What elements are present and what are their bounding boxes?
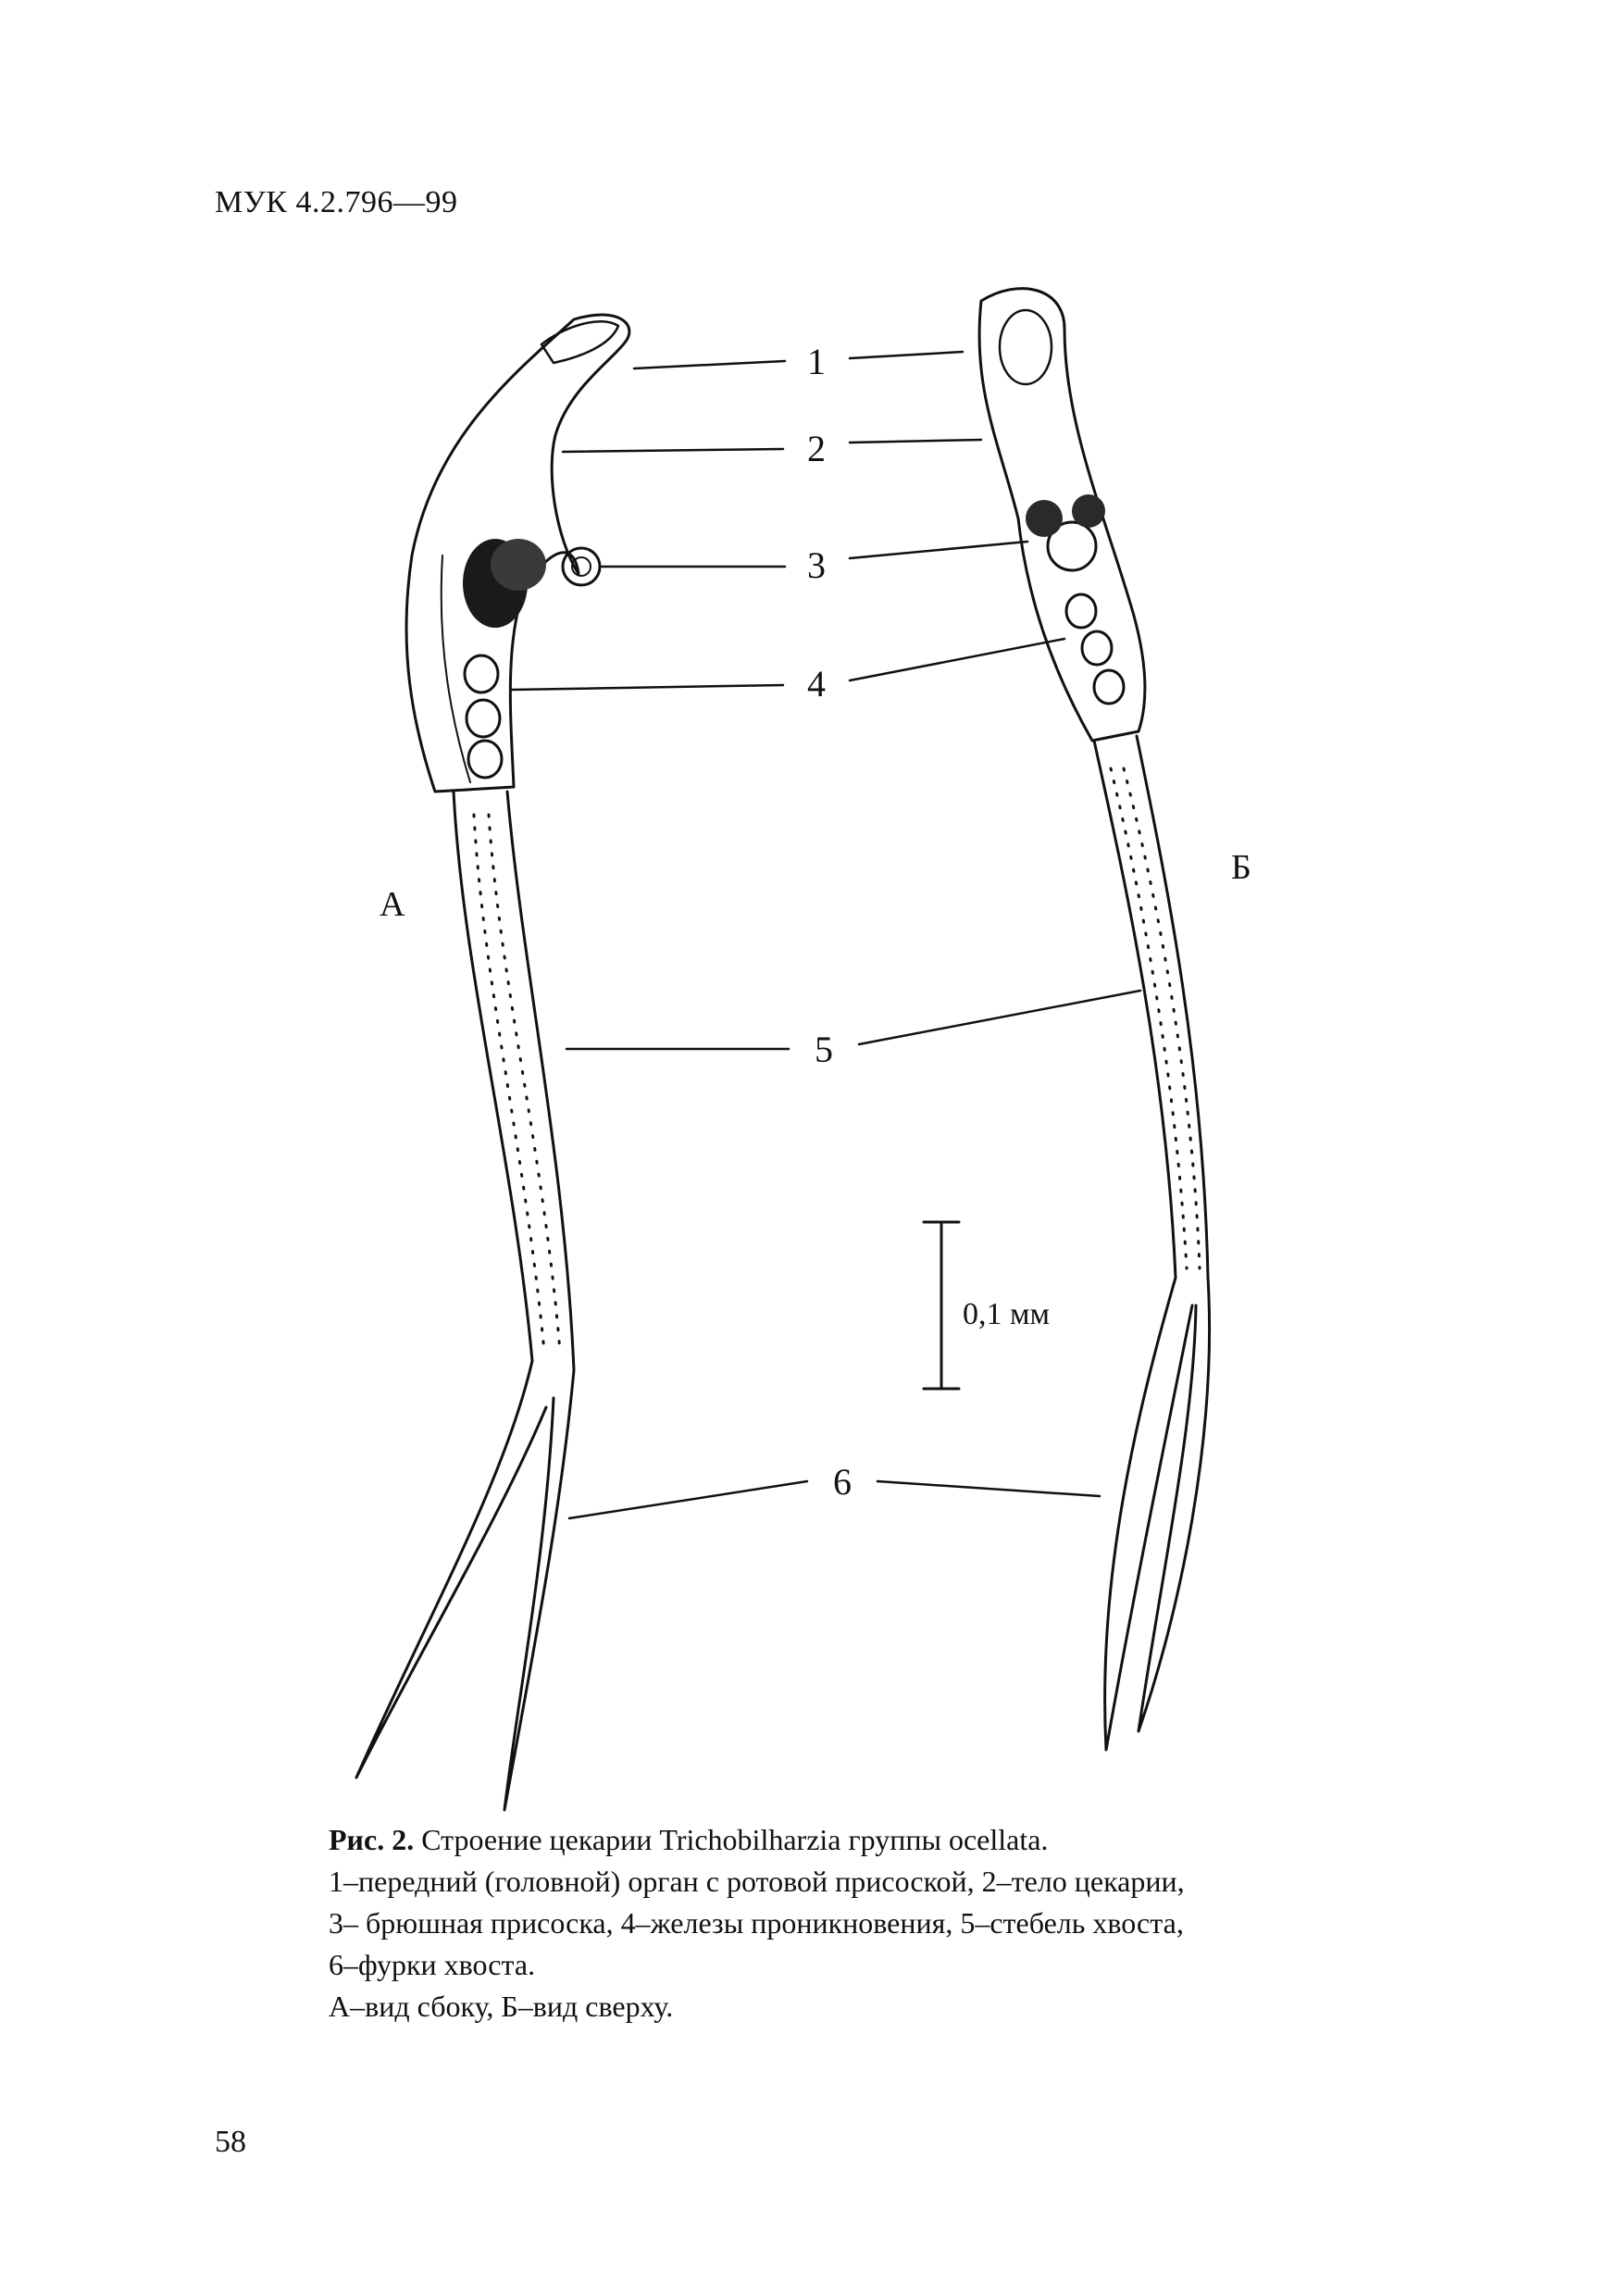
dorsal-view-gland-mass: [1072, 494, 1105, 528]
callout-6: 6: [833, 1461, 852, 1503]
view-label-b: Б: [1231, 848, 1251, 887]
page-number: 58: [215, 2125, 246, 2159]
leader-line-2-right: [850, 440, 981, 443]
dorsal-view-penetration-gland: [1066, 594, 1096, 628]
dorsal-view-head-organ: [1000, 310, 1052, 384]
callout-5: 5: [815, 1029, 833, 1070]
side-view-penetration-gland: [468, 741, 502, 778]
side-view-head-organ: [541, 321, 618, 363]
leader-line-1-right: [850, 352, 963, 358]
leader-line-3-right: [850, 542, 1027, 558]
leader-line-4-left: [511, 685, 783, 690]
dorsal-view-furca-right: [1139, 1278, 1210, 1731]
leader-line-4-right: [850, 639, 1064, 680]
figure-number: Рис. 2.: [329, 1823, 415, 1856]
scale-bar: [924, 1222, 959, 1389]
caption-legend-line: 1–передний (головной) орган с ротовой присоской, 2–тело цекарии,: [329, 1865, 1185, 1898]
cercaria-dorsal-view: [979, 289, 1210, 1750]
scale-bar-label: 0,1 мм: [963, 1297, 1051, 1331]
side-view-tail-stem: [454, 792, 574, 1370]
figure-caption: [329, 1819, 1393, 2028]
side-view-penetration-gland: [465, 655, 498, 693]
leader-line-6-left: [569, 1481, 807, 1518]
side-view-tail-texture: [489, 815, 560, 1352]
callout-2: 2: [807, 428, 826, 469]
leader-line-6-right: [877, 1481, 1100, 1496]
figure-title: Строение цекарии Trichobilharzia группы ocellata.: [414, 1823, 1049, 1856]
side-view-gland-mass: [491, 539, 546, 591]
side-view-furca-right: [504, 1370, 574, 1810]
caption-legend-line: 3– брюшная присоска, 4–железы проникновения, 5–стебель хвоста,: [329, 1906, 1184, 1940]
callout-3: 3: [807, 544, 826, 586]
side-view-tail-texture: [474, 815, 544, 1352]
leader-line-5-right: [859, 991, 1140, 1044]
side-view-ventral-sucker: [563, 548, 600, 585]
caption-views-line: А–вид сбоку, Б–вид сверху.: [329, 1990, 674, 2023]
dorsal-view-tail-stem: [1094, 736, 1208, 1278]
callout-4: 4: [807, 663, 826, 705]
leader-line-2-left: [563, 449, 783, 452]
leader-line-1-left: [634, 361, 785, 368]
view-label-a: А: [380, 885, 405, 924]
caption-title-line: [329, 1819, 1393, 1861]
caption-legend-line: 6–фурки хвоста.: [329, 1948, 536, 1981]
dorsal-view-gland-mass: [1026, 500, 1063, 537]
side-view-penetration-gland: [467, 700, 500, 737]
document-code: МУК 4.2.796—99: [215, 185, 458, 219]
dorsal-view-penetration-gland: [1094, 670, 1124, 704]
callout-1: 1: [807, 341, 826, 382]
dorsal-view-furca-left: [1105, 1278, 1192, 1750]
cercaria-side-view: [356, 315, 629, 1810]
dorsal-view-penetration-gland: [1082, 631, 1112, 665]
